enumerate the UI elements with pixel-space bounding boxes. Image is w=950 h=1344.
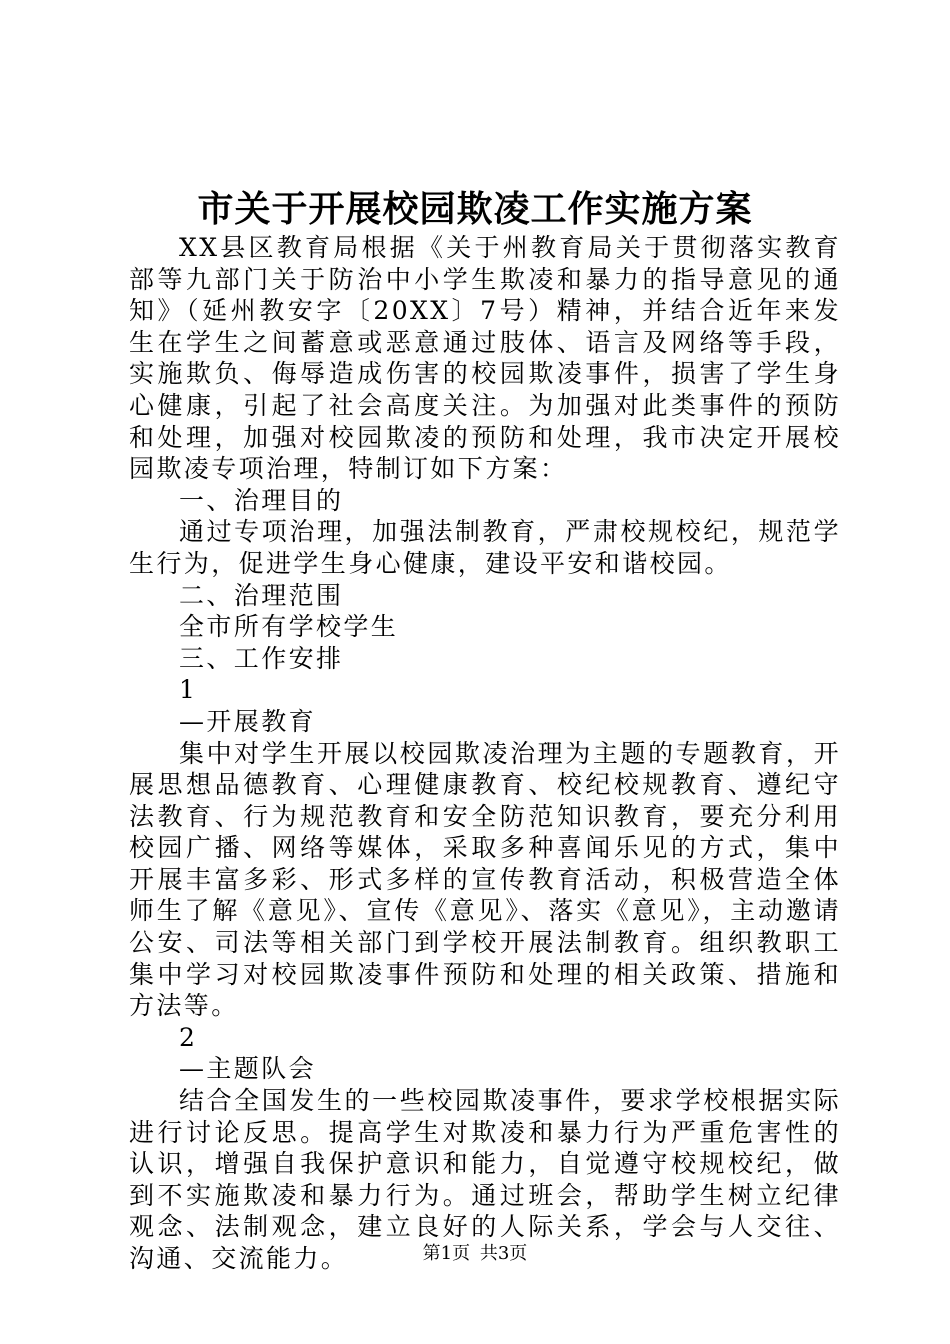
goal-paragraph: 通过专项治理，加强法制教育，严肃校规校纪，规范学生行为，促进学生身心健康，建设平安和谐校园。	[129, 517, 841, 578]
page-footer	[0, 1242, 950, 1266]
section-heading-arrangement: 三、工作安排	[179, 643, 344, 673]
page-number: 第1页	[422, 1243, 471, 1264]
scope-paragraph: 全市所有学校学生	[179, 612, 399, 642]
item-heading-class-meeting: —主题队会	[179, 1054, 317, 1084]
education-paragraph: 集中对学生开展以校园欺凌治理为主题的专题教育，开展思想品德教育、心理健康教育、校纪校规教育、遵纪守法教育、行为规范教育和安全防范知识教育，要充分利用校园广播、网络等媒体，采取多种喜闻乐见的方式，集中开展丰富多彩、形式多样的宣传教育活动，积极营造全体师生了解《意见》、宣传《意见》、落实《意见》，主动邀请公安、司法等相关部门到学校开展法制教育。组织教职工集中学习对校园欺凌事件预防和处理的相关政策、措施和方法等。	[129, 738, 841, 1021]
intro-paragraph: XX县区教育局根据《关于州教育局关于贯彻落实教育部等九部门关于防治中小学生欺凌和暴力的指导意见的通知》（延州教安字〔20XX〕7号）精神，并结合近年来发生在学生之间蓄意或恶意通过肢体、语言及网络等手段，实施欺负、侮辱造成伤害的校园欺凌事件，损害了学生身心健康，引起了社会高度关注。为加强对此类事件的预防和处理，加强对校园欺凌的预防和处理，我市决定开展校园欺凌专项治理，特制订如下方案：	[129, 233, 841, 484]
document-title: 市关于开展校园欺凌工作实施方案	[197, 188, 753, 230]
document-body	[129, 232, 841, 1275]
item-number-2: 2	[179, 1022, 198, 1052]
item-heading-education: —开展教育	[179, 706, 317, 736]
section-heading-goal: 一、治理目的	[179, 485, 344, 515]
section-heading-scope: 二、治理范围	[179, 580, 344, 610]
class-meeting-paragraph: 结合全国发生的一些校园欺凌事件，要求学校根据实际进行讨论反思。提高学生对欺凌和暴力行为严重危害性的认识，增强自我保护意识和能力，自觉遵守校规校纪，做到不实施欺凌和暴力行为。通过班会，帮助学生树立纪律观念、法制观念，建立良好的人际关系，学会与人交往、沟通、交流能力。	[129, 1086, 841, 1273]
page-total: 共3页	[479, 1243, 528, 1264]
item-number-1: 1	[179, 675, 198, 705]
